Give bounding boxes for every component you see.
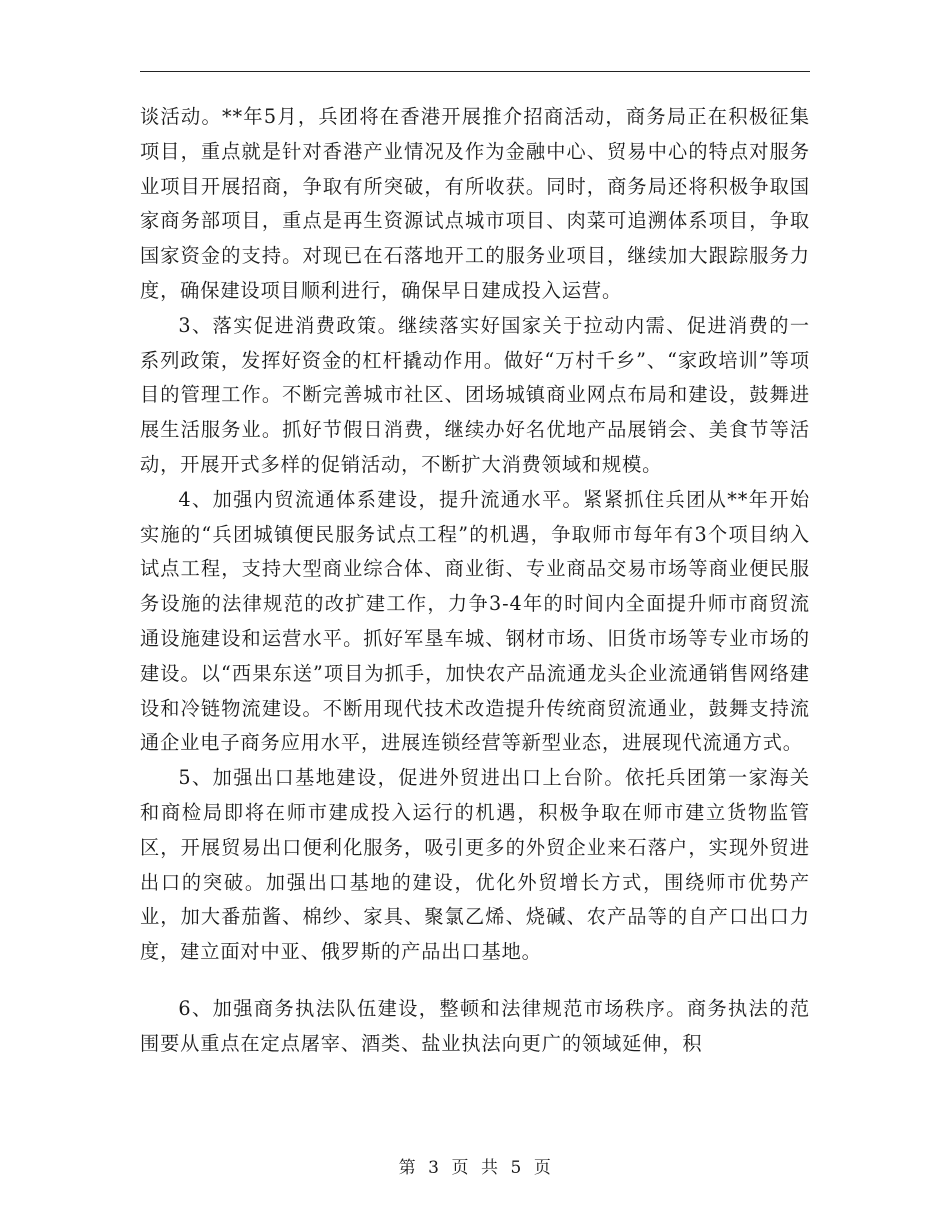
header-rule bbox=[140, 71, 810, 72]
footer-page-word: 页 bbox=[451, 1158, 469, 1178]
document-body bbox=[140, 100, 810, 1062]
footer-total-pages: 5 bbox=[510, 1158, 522, 1178]
paragraph-1: 谈活动。**年5月，兵团将在香港开展推介招商活动，商务局正在积极征集项目，重点就是针对香港产业情况及作为金融中心、贸易中心的特点对服务业项目开展招商，争取有所突破，有所收获。同时，商务局还将积极争取国家商务部项目，重点是再生资源试点城市项目、肉菜可追溯体系项目，争取国家资金的支持。对现已在石落地开工的服务业项目，继续加大跟踪服务力度，确保建设项目顺利进行，确保早日建成投入运营。 bbox=[140, 105, 810, 302]
paragraph-4: 5、加强出口基地建设，促进外贸进出口上台阶。依托兵团第一家海关和商检局即将在师市建成投入运行的机遇，积极争取在师市建立货物监管区，开展贸易出口便利化服务，吸引更多的外贸企业来石落户，实现外贸进出口的突破。加强出口基地的建设，优化外贸增长方式，围绕师市优势产业，加大番茄酱、棉纱、家具、聚氯乙烯、烧碱、农产品等的自产口出口力度，建立面对中亚、俄罗斯的产品出口基地。 bbox=[140, 766, 810, 964]
footer-prefix: 第 bbox=[398, 1158, 417, 1178]
page-footer bbox=[0, 1153, 950, 1178]
footer-total-label: 共 bbox=[481, 1158, 499, 1178]
footer-suffix: 页 bbox=[533, 1158, 552, 1178]
paragraph-5: 6、加强商务执法队伍建设，整顿和法律规范市场秩序。商务执法的范围要从重点在定点屠宰、酒类、盐业执法向更广的领域延伸，积 bbox=[140, 996, 810, 1055]
paragraph-2: 3、落实促进消费政策。继续落实好国家关于拉动内需、促进消费的一系列政策，发挥好资金的杠杆撬动作用。做好“万村千乡”、“家政培训”等项目的管理工作。不断完善城市社区、团场城镇商业网点布局和建设，鼓舞进展生活服务业。抓好节假日消费，继续办好名优地产品展销会、美食节等活动，开展开式多样的促销活动，不断扩大消费领域和规模。 bbox=[140, 313, 810, 476]
paragraph-3: 4、加强内贸流通体系建设，提升流通水平。紧紧抓住兵团从**年开始实施的“兵团城镇便民服务试点工程”的机遇，争取师市每年有3个项目纳入试点工程，支持大型商业综合体、商业街、专业商品交易市场等商业便民服务设施的法律规范的改扩建工作，力争3-4年的时间内全面提升师市商贸流通设施建设和运营水平。抓好军垦车城、钢材市场、旧货市场等专业市场的建设。以“西果东送”项目为抓手，加快农产品流通龙头企业流通销售网络建设和冷链物流建设。不断用现代技术改造提升传统商贸流通业，鼓舞支持流通企业电子商务应用水平，进展连锁经营等新型业态，进展现代流通方式。 bbox=[140, 487, 810, 755]
footer-page-number: 3 bbox=[428, 1158, 440, 1178]
